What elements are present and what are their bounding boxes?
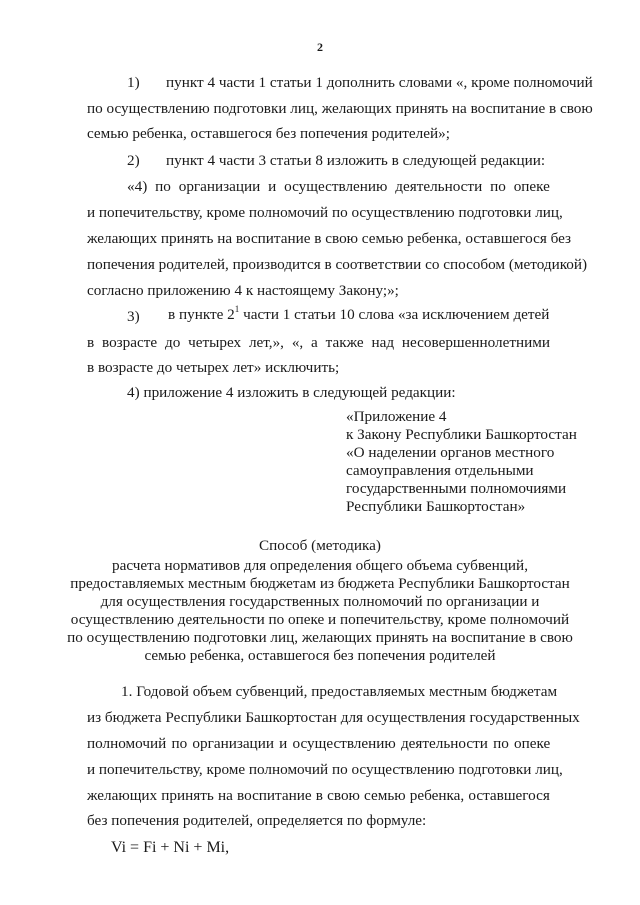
formula: Vi = Fi + Ni + Mi, (111, 839, 230, 856)
para-1-line-6: без попечения родителей, определяется по формуле: (87, 812, 427, 829)
item-4-line-1: 4) приложение 4 изложить в следующей редакции: (127, 384, 456, 401)
para-1-line-3: полномочий по организации и осуществлению деятельности по опеке (87, 735, 551, 752)
title-line-1: расчета нормативов для определения общего объема субвенций, (112, 557, 528, 574)
item-3-word: до (164, 334, 181, 351)
quote-4-word: и (268, 178, 277, 195)
item-3-word: «, (291, 334, 304, 351)
appendix-line-5: государственными полномочиями (346, 480, 567, 497)
item-3-superscript: 1 (234, 304, 240, 314)
item-1-line-1: пункт 4 части 1 статьи 1 дополнить словами «, кроме полномочий (166, 74, 593, 91)
quote-4-word: по (155, 178, 171, 195)
item-3-line-3: в возрасте до четырех лет» исключить; (87, 359, 340, 376)
item-3-line-1 (168, 304, 550, 323)
title-line-6: семью ребенка, оставшегося без попечения родителей (144, 647, 496, 664)
quote-4-line-2: и попечительству, кроме полномочий по осуществлению подготовки лиц, (87, 204, 563, 221)
para-1-line-2: из бюджета Республики Башкортостан для осуществления государственных (87, 709, 580, 726)
appendix-line-6: Республики Башкортостан» (346, 498, 526, 515)
title-line-3: для осуществления государственных полномочий по организации и (100, 593, 540, 610)
item-3-text-a: в пункте 2 (168, 306, 235, 323)
page-number: 2 (317, 40, 323, 54)
item-3-word: также (325, 334, 364, 351)
title-line-2: предоставляемых местным бюджетам из бюджета Республики Башкортостан (70, 575, 570, 592)
quote-4-line-1 (127, 179, 550, 194)
item-3-word: над (371, 334, 395, 351)
item-1-line-2: по осуществлению подготовки лиц, желающих принять на воспитание в свою (87, 100, 593, 117)
item-3-word: несовершеннолетними (401, 334, 550, 351)
appendix-line-4: самоуправления отдельными (346, 462, 534, 479)
appendix-line-1: «Приложение 4 (346, 408, 447, 425)
para-1-line-5: желающих принять на воспитание в свою семью ребенка, оставшегося (87, 787, 550, 804)
item-3-word: возрасте (102, 334, 158, 351)
item-1-number: 1) (127, 74, 140, 91)
item-3-number: 3) (127, 308, 140, 325)
para-1-line-1: 1. Годовой объем субвенций, предоставляемых местным бюджетам (121, 683, 558, 700)
quote-4-word: деятельности (395, 178, 483, 195)
item-3-line-2 (87, 335, 550, 350)
title-line-5: по осуществлению подготовки лиц, желающих принять на воспитание в свою (67, 629, 573, 646)
quote-4-line-3: желающих принять на воспитание в свою семью ребенка, оставшегося без (87, 230, 572, 247)
para-1-line-4: и попечительству, кроме полномочий по осуществлению подготовки лиц, (87, 761, 563, 778)
item-2-number: 2) (127, 152, 140, 169)
title-line-4: осуществлению деятельности по опеке и попечительству, кроме полномочий (70, 611, 570, 628)
quote-4-word: организации (178, 178, 261, 195)
quote-4-word: опеке (513, 178, 550, 195)
quote-4-line-5: согласно приложению 4 к настоящему Закону;»; (87, 282, 399, 299)
item-3-word: а (311, 334, 318, 351)
item-3-word: лет,», (248, 334, 284, 351)
appendix-line-2: к Закону Республики Башкортостан (346, 426, 577, 443)
appendix-line-3: «О наделении органов местного (346, 444, 555, 461)
item-2-line-1: пункт 4 части 3 статьи 8 изложить в следующей редакции: (166, 152, 546, 169)
quote-4-line-4: попечения родителей, производится в соответствии со способом (методикой) (87, 256, 588, 273)
quote-4-word: по (490, 178, 506, 195)
item-3-text-b: части 1 статьи 10 слова «за исключением детей (243, 306, 550, 323)
quote-4-word: «4) (127, 178, 148, 195)
quote-4-word: осуществлению (284, 178, 388, 195)
method-heading: Способ (методика) (259, 537, 381, 554)
item-3-word: четырех (188, 334, 242, 351)
item-1-line-3: семью ребенка, оставшегося без попечения родителей»; (87, 125, 450, 142)
item-3-word: в (87, 334, 95, 351)
